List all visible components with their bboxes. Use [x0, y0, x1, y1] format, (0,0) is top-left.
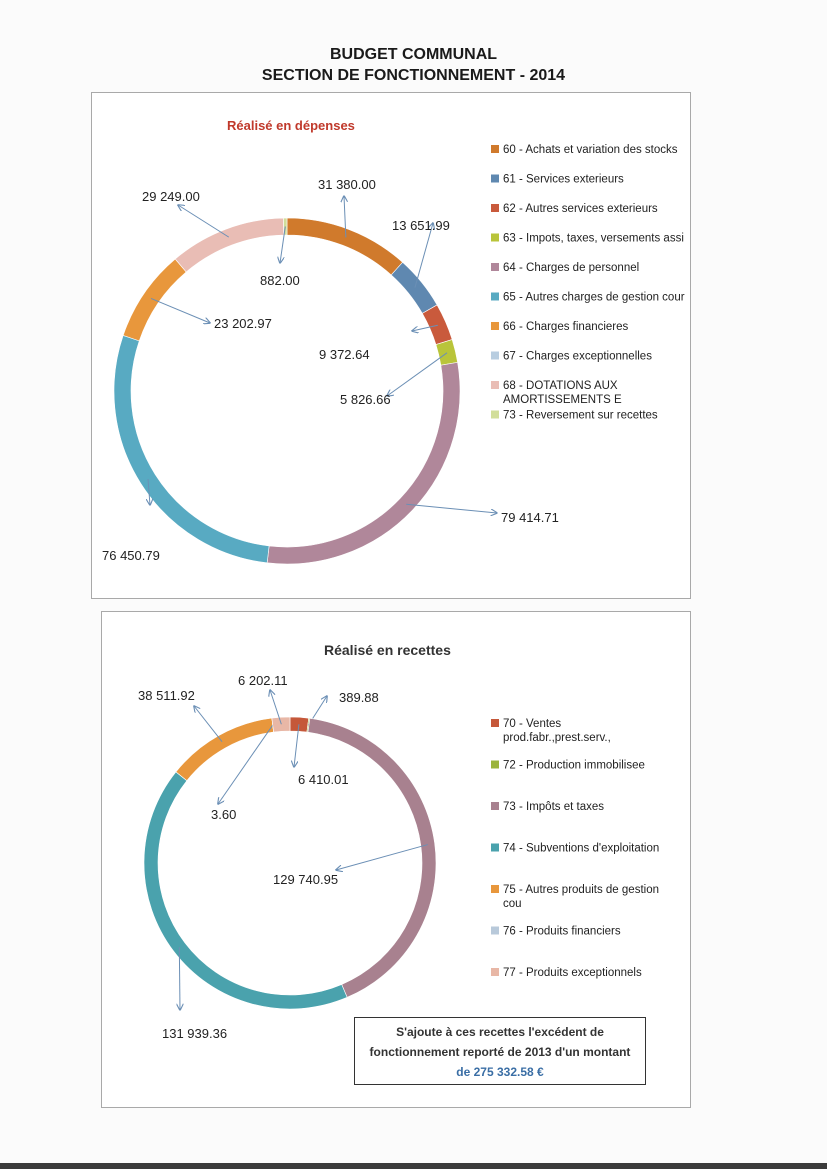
data-label-74-subventions-d-exploitation: 131 939.36	[162, 1026, 228, 1041]
slice-63-impots-taxes-versements-assi	[436, 340, 458, 366]
legend-label-60-achats-et-variation-des-stocks: 60 - Achats et variation des stocks	[503, 144, 678, 156]
data-label-63-impots-taxes-versements-assi: 5 826.66	[340, 392, 391, 407]
page-title	[0, 44, 827, 86]
legend-swatch-64-charges-de-personnel	[491, 263, 499, 271]
expenses-doughnut-chart	[92, 93, 690, 598]
legend-label-73-imp-ts-et-taxes: 73 - Impôts et taxes	[503, 801, 604, 813]
legend-label-76-produits-financiers: 76 - Produits financiers	[503, 925, 621, 938]
legend-swatch-63-impots-taxes-versements-assi	[491, 234, 499, 242]
legend-label-73-reversement-sur-recettes: 73 - Reversement sur recettes	[503, 409, 658, 422]
legend-label-61-services-exterieurs: 61 - Services exterieurs	[503, 173, 624, 186]
legend-label-66-charges-financieres: 66 - Charges financieres	[503, 321, 629, 333]
data-label-60-achats-et-variation-des-stocks: 31 380.00	[318, 177, 376, 192]
leader-68-dotations-aux-amortissements-e	[178, 205, 229, 237]
note-line-3	[355, 1062, 645, 1082]
legend-label-70-ventes-prod-fabr-prest-serv: 70 - Ventes	[503, 718, 562, 730]
legend-swatch-74-subventions-d-exploitation	[491, 844, 499, 852]
legend-label-64-charges-de-personnel: 64 - Charges de personnel	[503, 262, 640, 274]
slice-77-produits-exceptionnels	[272, 717, 290, 732]
data-label-64-charges-de-personnel: 79 414.71	[501, 510, 559, 525]
legend-label-77-produits-exceptionnels: 77 - Produits exceptionnels	[503, 967, 642, 979]
legend-label-75-autres-produits-de-gestion-cou: cou	[503, 898, 522, 910]
title-line-1: BUDGET COMMUNAL	[329, 46, 498, 63]
slice-73-imp-ts-et-taxes	[308, 718, 436, 997]
data-label-72-production-immobilisee: 389.88	[339, 690, 379, 705]
legend-label-70-ventes-prod-fabr-prest-serv: prod.fabr.,prest.serv.,	[503, 732, 611, 744]
slice-74-subventions-d-exploitation	[144, 772, 347, 1009]
leader-66-charges-financieres	[151, 298, 210, 323]
note-line-1: S'ajoute à ces recettes l'excédent de	[396, 1025, 604, 1039]
data-label-61-services-exterieurs: 13 651.99	[392, 218, 450, 233]
data-label-62-autres-services-exterieurs: 9 372.64	[319, 347, 370, 362]
revenues-chart-panel	[101, 611, 691, 1108]
legend-label-74-subventions-d-exploitation: 74 - Subventions d'exploitation	[503, 842, 660, 855]
data-label-75-autres-produits-de-gestion-cou: 38 511.92	[138, 688, 195, 703]
legend-swatch-75-autres-produits-de-gestion-cou	[491, 885, 499, 893]
data-label-73-reversement-sur-recettes: 882.00	[260, 273, 300, 288]
legend-swatch-77-produits-exceptionnels	[491, 968, 499, 976]
legend-swatch-70-ventes-prod-fabr-prest-serv	[491, 719, 499, 727]
legend-swatch-67-charges-exceptionnelles	[491, 352, 499, 360]
note-prefix: de	[456, 1065, 474, 1079]
slice-68-dotations-aux-amortissements-e	[175, 218, 284, 272]
slice-62-autres-services-exterieurs	[422, 305, 452, 345]
legend-label-75-autres-produits-de-gestion-cou: 75 - Autres produits de gestion	[503, 884, 659, 896]
scan-edge	[0, 1163, 827, 1169]
chart-title: Réalisé en recettes	[324, 642, 451, 658]
data-label-76-produits-financiers: 3.60	[211, 807, 237, 822]
carryover-note	[354, 1017, 646, 1085]
note-line-2: fonctionnement reporté de 2013 d'un montant	[369, 1045, 631, 1059]
expenses-chart-panel	[91, 92, 691, 599]
title-line-2: SECTION DE FONCTIONNEMENT - 2014	[261, 67, 566, 84]
data-label-66-charges-financieres: 23 202.97	[214, 316, 272, 331]
legend-swatch-65-autres-charges-de-gestion-cour	[491, 293, 499, 301]
data-label-65-autres-charges-de-gestion-cour: 76 450.79	[102, 548, 160, 563]
note-amount: 275 332.58 €	[473, 1065, 544, 1079]
legend-swatch-62-autres-services-exterieurs	[491, 204, 499, 212]
legend-swatch-73-reversement-sur-recettes	[491, 411, 499, 419]
legend-label-72-production-immobilisee: 72 - Production immobilisee	[503, 759, 645, 772]
data-label-68-dotations-aux-amortissements-e: 29 249.00	[142, 189, 200, 204]
legend-swatch-60-achats-et-variation-des-stocks	[491, 145, 499, 153]
legend-swatch-68-dotations-aux-amortissements-e	[491, 381, 499, 389]
legend-label-68-dotations-aux-amortissements-e: 68 - DOTATIONS AUX	[503, 380, 618, 392]
leader-64-charges-de-personnel	[406, 504, 497, 513]
leader-74-subventions-d-exploitation	[179, 947, 180, 1010]
legend-swatch-76-produits-financiers	[491, 927, 499, 935]
leader-73-imp-ts-et-taxes	[336, 845, 428, 870]
legend-swatch-61-services-exterieurs	[491, 175, 499, 183]
legend-label-65-autres-charges-de-gestion-cour: 65 - Autres charges de gestion cour	[503, 291, 685, 304]
slice-75-autres-produits-de-gestion-cou	[176, 718, 274, 781]
legend-label-67-charges-exceptionnelles: 67 - Charges exceptionnelles	[503, 350, 652, 363]
legend-swatch-73-imp-ts-et-taxes	[491, 802, 499, 810]
slice-65-autres-charges-de-gestion-cour	[114, 335, 269, 562]
slice-61-services-exterieurs	[391, 262, 437, 313]
legend-label-62-autres-services-exterieurs: 62 - Autres services exterieurs	[503, 203, 658, 215]
chart-title: Réalisé en dépenses	[227, 118, 355, 133]
data-label-77-produits-exceptionnels: 6 202.11	[238, 673, 288, 688]
slice-60-achats-et-variation-des-stocks	[287, 218, 403, 275]
data-label-70-ventes-prod-fabr-prest-serv: 6 410.01	[298, 772, 349, 787]
legend-label-63-impots-taxes-versements-assi: 63 - Impots, taxes, versements assi	[503, 232, 684, 245]
leader-75-autres-produits-de-gestion-cou	[194, 706, 222, 742]
legend-swatch-72-production-immobilisee	[491, 761, 499, 769]
data-label-73-imp-ts-et-taxes: 129 740.95	[273, 872, 339, 887]
legend-swatch-66-charges-financieres	[491, 322, 499, 330]
legend-label-68-dotations-aux-amortissements-e: AMORTISSEMENTS E	[503, 394, 622, 406]
leader-63-impots-taxes-versements-assi	[387, 353, 447, 396]
